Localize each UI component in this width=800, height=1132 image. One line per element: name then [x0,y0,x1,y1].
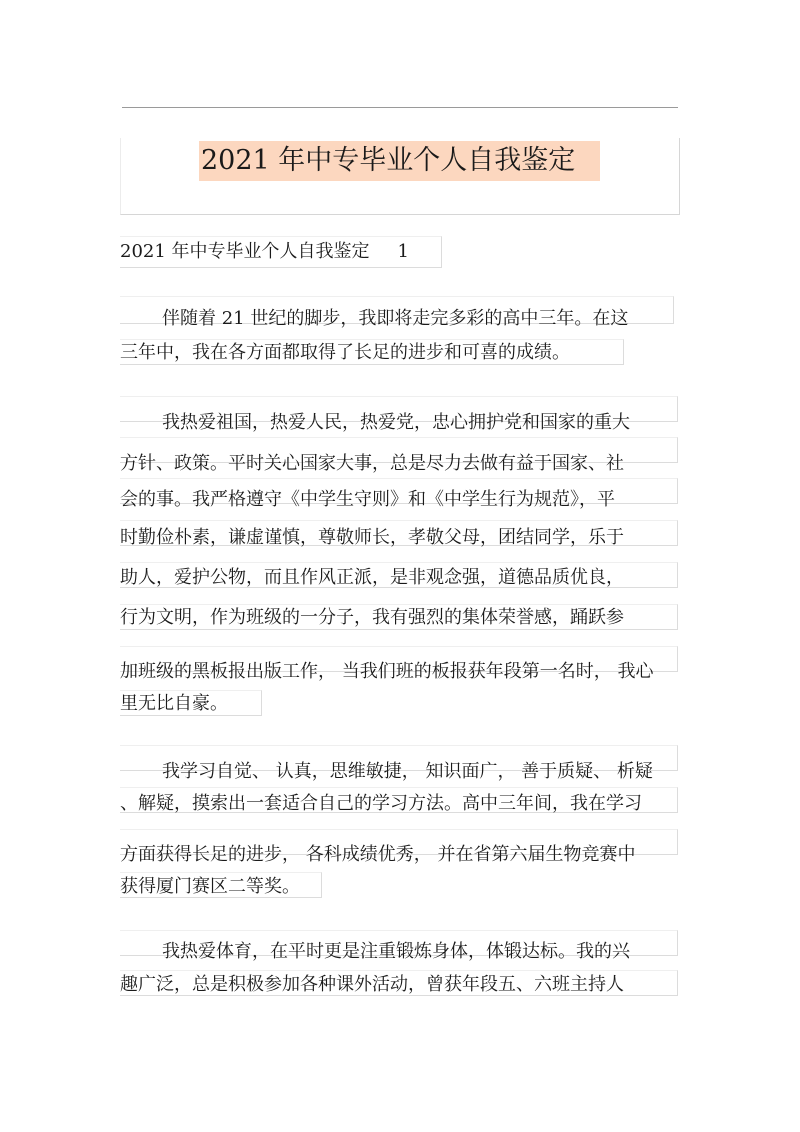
paragraph-line: 会的事。我严格遵守《中学生守则》和《中学生行为规范》，平 [120,489,615,510]
paragraph-line: 伴随着 21 世纪的脚步，我即将走完多彩的高中三年。在这 [162,308,629,329]
paragraph-line: 助人，爱护公物，而且作风正派，是非观念强，道德品质优良， [120,567,624,588]
paragraph-line: 里无比自豪。 [120,693,228,714]
title-box [120,138,680,215]
paragraph-line: 趣广泛，总是积极参加各种课外活动，曾获年段五、六班主持人 [120,974,624,995]
paragraph-line: 我热爱祖国，热爱人民，热爱党，忠心拥护党和国家的重大 [162,412,630,433]
paragraph-line: 、解疑，摸索出一套适合自己的学习方法。高中三年间，我在学习 [120,793,642,814]
subtitle-text: 2021 年中专毕业个人自我鉴定 [120,241,370,262]
paragraph-line: 我热爱体育，在平时更是注重锻炼身体，体锻达标。我的兴 [162,941,630,962]
top-rule [122,107,678,108]
paragraph-line: 三年中，我在各方面都取得了长足的进步和可喜的成绩。 [120,342,570,363]
paragraph-line: 获得厦门赛区二等奖。 [120,876,300,897]
document-title: 2021 年中专毕业个人自我鉴定 [199,141,600,181]
paragraph-line: 我学习自觉、 认真，思维敏捷， 知识面广， 善于质疑、 析疑 [162,761,653,782]
paragraph-line: 加班级的黑板报出版工作， 当我们班的板报获年段第一名时， 我心 [120,661,654,682]
paragraph-line: 行为文明，作为班级的一分子，我有强烈的集体荣誉感，踊跃参 [120,607,624,628]
paragraph-line: 方面获得长足的进步， 各科成绩优秀， 并在省第六届生物竞赛中 [120,844,636,865]
paragraph-line: 时勤俭朴素，谦虚谨慎，尊敬师长，孝敬父母，团结同学，乐于 [120,527,624,548]
subtitle [120,240,409,264]
paragraph-line: 方针、政策。平时关心国家大事，总是尽力去做有益于国家、社 [120,453,624,474]
subtitle-number: 1 [397,241,409,262]
